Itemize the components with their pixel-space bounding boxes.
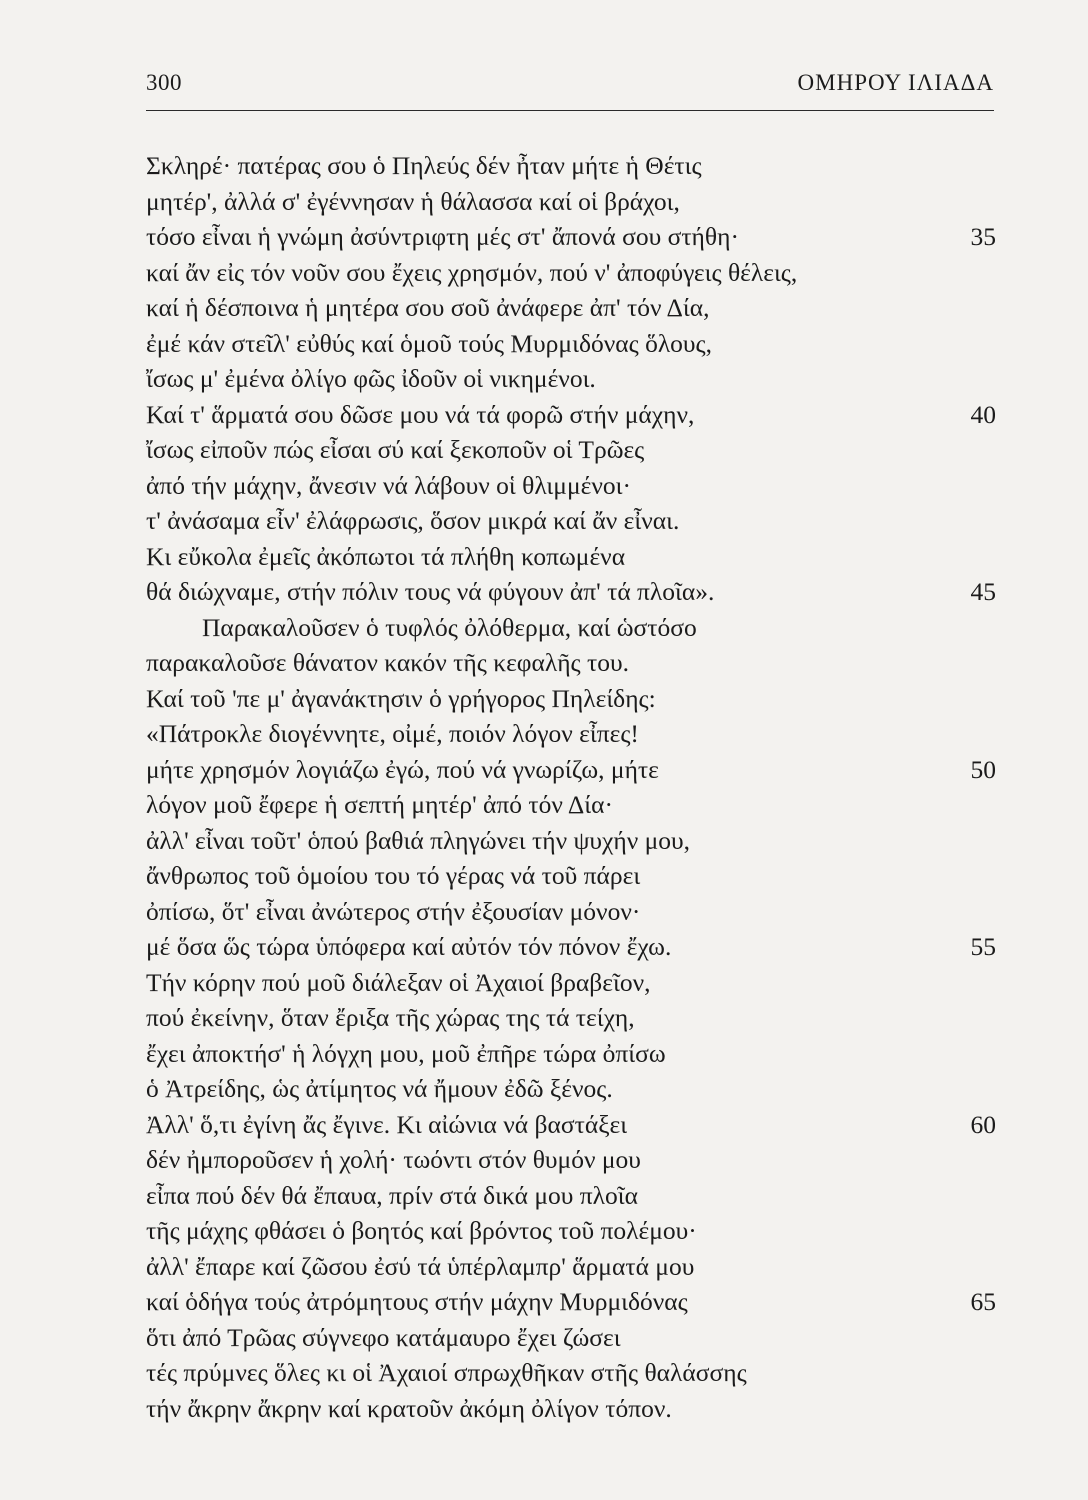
verse-line [146,1213,996,1249]
verse-text: Καί τ' ἅρματά σου δῶσε μου νά τά φορῶ στήν μάχην, [146,399,695,429]
verse-block [146,148,996,1426]
verse-text: ἀλλ' εἶναι τοῦτ' ὁπού βαθιά πληγώνει τήν ψυχήν μου, [146,825,691,855]
page-header [146,70,994,111]
verse-text: Καί τοῦ 'πε μ' ἀγανάκτησιν ὁ γρήγορος Πηλείδης: [146,683,656,713]
verse-text: ἐμέ κάν στεῖλ' εὐθύς καί ὁμοῦ τούς Μυρμιδόνας ὅλους, [146,328,713,358]
verse-line [146,468,996,504]
verse-line [146,219,996,255]
verse-line [146,965,996,1001]
verse-text: Σκληρέ· πατέρας σου ὁ Πηλεύς δέν ἦταν μήτε ἡ Θέτις [146,151,702,180]
verse-text: παρακαλοῦσε θάνατον κακόν τῆς κεφαλῆς του. [146,648,630,677]
verse-line [146,255,996,291]
verse-line [146,432,996,468]
verse-line [146,574,996,610]
verse-text: τῆς μάχης φθάσει ὁ βοητός καί βρόντος τοῦ πολέμου· [146,1216,697,1245]
verse-text: ἔχει ἀποκτήσ' ἡ λόγχη μου, μοῦ ἐπῆρε τώρα ὀπίσω [146,1038,666,1068]
verse-line [146,361,996,397]
verse-line [146,1071,996,1107]
verse-text: τήν ἄκρην ἄκρην καί κρατοῦν ἀκόμη ὀλίγον τόπον. [146,1393,672,1423]
verse-line [146,1355,996,1391]
line-number: 65 [970,1287,996,1316]
verse-text: «Πάτροκλε διογέννητε, οἰμέ, ποιόν λόγον εἶπες! [146,719,639,748]
verse-line [146,1320,996,1356]
page-number: 300 [146,70,182,95]
verse-text: ἴσως εἰποῦν πώς εἶσαι σύ καί ξεκοποῦν οἱ Τρῶες [146,435,645,464]
verse-line [146,290,996,326]
verse-text: λόγον μοῦ ἔφερε ἡ σεπτή μητέρ' ἀπό τόν Δία· [146,790,614,819]
line-number: 45 [970,577,996,606]
verse-text: ὀπίσω, ὅτ' εἶναι ἀνώτερος στήν ἐξουσίαν μόνον· [146,896,641,926]
verse-text: μητέρ', ἀλλά σ' ἐγέννησαν ἡ θάλασσα καί οἱ βράχοι, [146,186,680,216]
verse-line [146,1142,996,1178]
verse-text: Παρακαλοῦσεν ὁ τυφλός ὀλόθερμα, καί ὡστόσο [202,612,697,642]
verse-line [146,752,996,788]
line-number: 60 [970,1109,996,1139]
verse-line [146,1036,996,1072]
line-number: 55 [970,932,996,961]
verse-line [146,1107,996,1143]
verse-text: Κι εὔκολα ἐμεῖς ἀκόπωτοι τά πλήθη κοπωμένα [146,541,626,571]
verse-text: δέν ἠμποροῦσεν ἡ χολή· τωόντι στόν θυμόν μου [146,1145,641,1174]
line-number: 40 [970,399,996,429]
verse-line [146,1000,996,1036]
verse-line [146,397,996,433]
verse-text: ὁ Ἀτρείδης, ὡς ἀτίμητος νά ἤμουν ἐδῶ ξένος. [146,1074,613,1103]
verse-line [146,326,996,362]
verse-text: ἴσως μ' ἐμένα ὀλίγο φῶς ἰδοῦν οἱ νικημένοι. [146,364,596,393]
verse-line [146,681,996,717]
verse-text: ἀπό τήν μάχην, ἄνεσιν νά λάβουν οἱ θλιμμένοι· [146,470,631,500]
verse-line [146,787,996,823]
verse-line [146,645,996,681]
verse-line [146,1391,996,1427]
verse-text: ἄνθρωπος τοῦ ὁμοίου του τό γέρας νά τοῦ πάρει [146,861,641,890]
line-number: 50 [970,754,996,784]
verse-line [146,1178,996,1214]
verse-text: μήτε χρησμόν λογιάζω ἐγώ, πού νά γνωρίζω, μήτε [146,754,659,784]
verse-line [146,823,996,859]
verse-line [146,1249,996,1285]
verse-text: τές πρύμνες ὅλες κι οἱ Ἀχαιοί σπρωχθῆκαν στῆς θαλάσσης [146,1358,747,1387]
verse-text: τ' ἀνάσαμα εἶν' ἐλάφρωσις, ὅσον μικρά καί ἄν εἶναι. [146,506,680,535]
verse-line [146,858,996,894]
verse-text: Ἀλλ' ὅ,τι ἐγίνη ἄς ἔγινε. Κι αἰώνια νά βαστάξει [146,1109,628,1139]
verse-text: εἶπα πού δέν θά ἔπαυα, πρίν στά δικά μου πλοῖα [146,1180,639,1210]
verse-line [146,929,996,965]
verse-line [146,1284,996,1320]
line-number: 35 [970,222,996,251]
verse-line [146,894,996,930]
verse-line [146,184,996,220]
verse-text: καί ἄν εἰς τόν νοῦν σου ἔχεις χρησμόν, πού ν' ἀποφύγεις θέλεις, [146,257,798,287]
verse-text: ἀλλ' ἔπαρε καί ζῶσου ἐσύ τά ὑπέρλαμπρ' ἅρματά μου [146,1251,695,1281]
verse-text: τόσο εἶναι ἡ γνώμη ἀσύντριφτη μές στ' ἄπονά σου στήθη· [146,222,739,251]
verse-line [146,716,996,752]
verse-text: θά διώχναμε, στήν πόλιν τους νά φύγουν ἀπ' τά πλοῖα». [146,577,715,606]
verse-line [146,503,996,539]
verse-text: καί ἡ δέσποινα ἡ μητέρα σου σοῦ ἀνάφερε ἀπ' τόν Δία, [146,293,710,322]
verse-text: καί ὁδήγα τούς ἀτρόμητους στήν μάχην Μυρμιδόνας [146,1287,688,1316]
verse-text: πού ἐκείνην, ὅταν ἔριξα τῆς χώρας της τά τείχη, [146,1003,635,1032]
verse-text: μέ ὅσα ὥς τώρα ὑπόφερα καί αὐτόν τόν πόνον ἔχω. [146,932,672,961]
running-title: ΟΜΗΡΟΥ ΙΛΙΑΔΑ [797,70,994,95]
verse-line [146,539,996,575]
verse-text: ὅτι ἀπό Τρῶας σύγνεφο κατάμαυρο ἔχει ζώσει [146,1322,621,1352]
verse-line [146,148,996,184]
verse-text: Τήν κόρην πού μοῦ διάλεξαν οἱ Ἀχαιοί βραβεῖον, [146,967,651,997]
verse-line [146,610,996,646]
